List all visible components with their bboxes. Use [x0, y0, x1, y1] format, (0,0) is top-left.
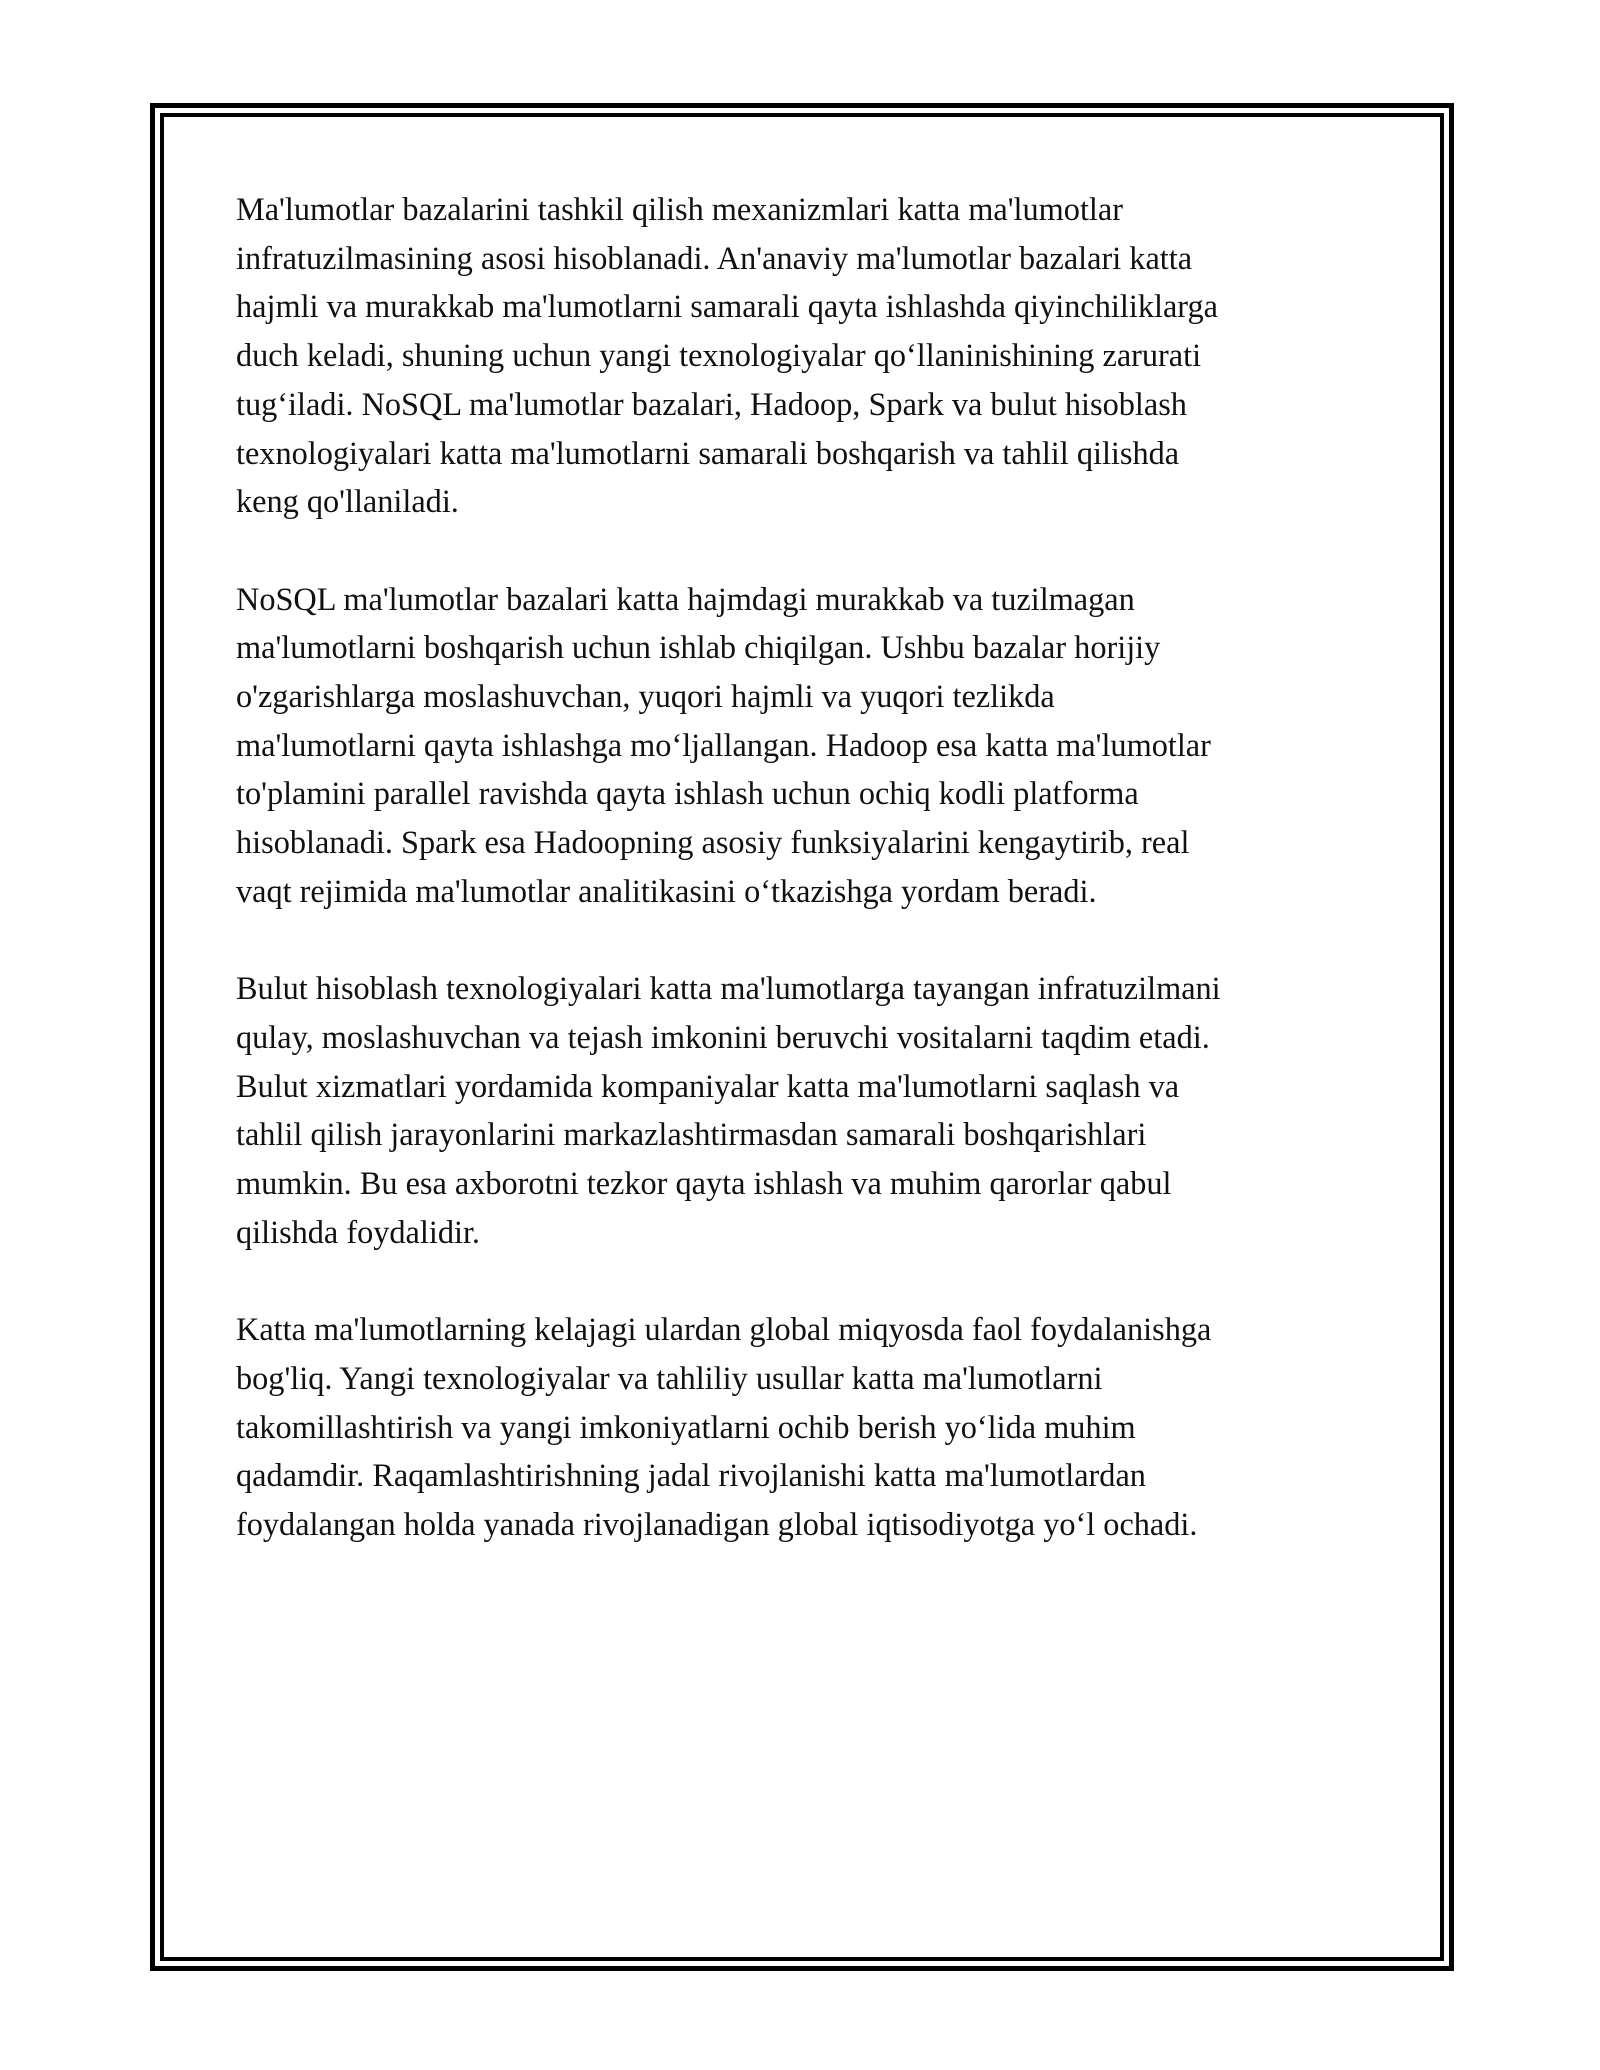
text-line: ma'lumotlarni boshqarish uchun ishlab chiqilgan. Ushbu bazalar horijiy: [236, 629, 1161, 666]
text-line: Bulut hisoblash texnologiyalari katta ma'lumotlarga tayangan infratuzilmani: [236, 970, 1221, 1007]
text-line: qadamdir. Raqamlashtirishning jadal rivojlanishi katta ma'lumotlardan: [236, 1457, 1146, 1494]
text-line: hisoblanadi. Spark esa Hadoopning asosiy funksiyalarini kengaytirib, real: [236, 824, 1190, 861]
text-line: hajmli va murakkab ma'lumotlarni samarali qayta ishlashda qiyinchiliklarga: [236, 288, 1218, 325]
text-line: duch keladi, shuning uchun yangi texnologiyalar qo‘llaninishining zarurati: [236, 337, 1202, 374]
text-line: tahlil qilish jarayonlarini markazlashtirmasdan samarali boshqarishlari: [236, 1116, 1147, 1153]
text-line: o'zgarishlarga moslashuvchan, yuqori hajmli va yuqori tezlikda: [236, 678, 1055, 715]
text-line: bog'liq. Yangi texnologiyalar va tahliliy usullar katta ma'lumotlarni: [236, 1359, 1103, 1396]
paragraph-cloud-computing: [236, 964, 1376, 1256]
text-line: qilishda foydalidir.: [236, 1213, 480, 1250]
paragraph-future-of-big-data: [236, 1305, 1376, 1549]
paragraph-nosql-hadoop-spark: [236, 575, 1376, 916]
text-line: mumkin. Bu esa axborotni tezkor qayta ishlash va muhim qarorlar qabul: [236, 1165, 1172, 1202]
text-line: NoSQL ma'lumotlar bazalari katta hajmdagi murakkab va tuzilmagan: [236, 580, 1135, 617]
text-line: qulay, moslashuvchan va tejash imkonini beruvchi vositalarni taqdim etadi.: [236, 1018, 1210, 1055]
text-line: tug‘iladi. NoSQL ma'lumotlar bazalari, Hadoop, Spark va bulut hisoblash: [236, 385, 1187, 422]
text-line: foydalangan holda yanada rivojlanadigan global iqtisodiyotga yo‘l ochadi.: [236, 1505, 1198, 1542]
text-line: Bulut xizmatlari yordamida kompaniyalar katta ma'lumotlarni saqlash va: [236, 1067, 1180, 1104]
text-line: ma'lumotlarni qayta ishlashga mo‘ljallangan. Hadoop esa katta ma'lumotlar: [236, 726, 1211, 763]
text-line: takomillashtirish va yangi imkoniyatlarni ochib berish yo‘lida muhim: [236, 1408, 1136, 1445]
text-line: keng qo'llaniladi.: [236, 483, 459, 520]
text-line: vaqt rejimida ma'lumotlar analitikasini o‘tkazishga yordam beradi.: [236, 872, 1097, 909]
document-body: [236, 185, 1376, 1597]
text-line: texnologiyalari katta ma'lumotlarni samarali boshqarish va tahlil qilishda: [236, 434, 1180, 471]
text-line: Katta ma'lumotlarning kelajagi ulardan global miqyosda faol foydalanishga: [236, 1311, 1212, 1348]
text-line: infratuzilmasining asosi hisoblanadi. An'anaviy ma'lumotlar bazalari katta: [236, 239, 1193, 276]
text-line: Ma'lumotlar bazalarini tashkil qilish mexanizmlari katta ma'lumotlar: [236, 191, 1123, 227]
text-line: to'plamini parallel ravishda qayta ishlash uchun ochiq kodli platforma: [236, 775, 1139, 812]
paragraph-databases: [236, 185, 1376, 526]
